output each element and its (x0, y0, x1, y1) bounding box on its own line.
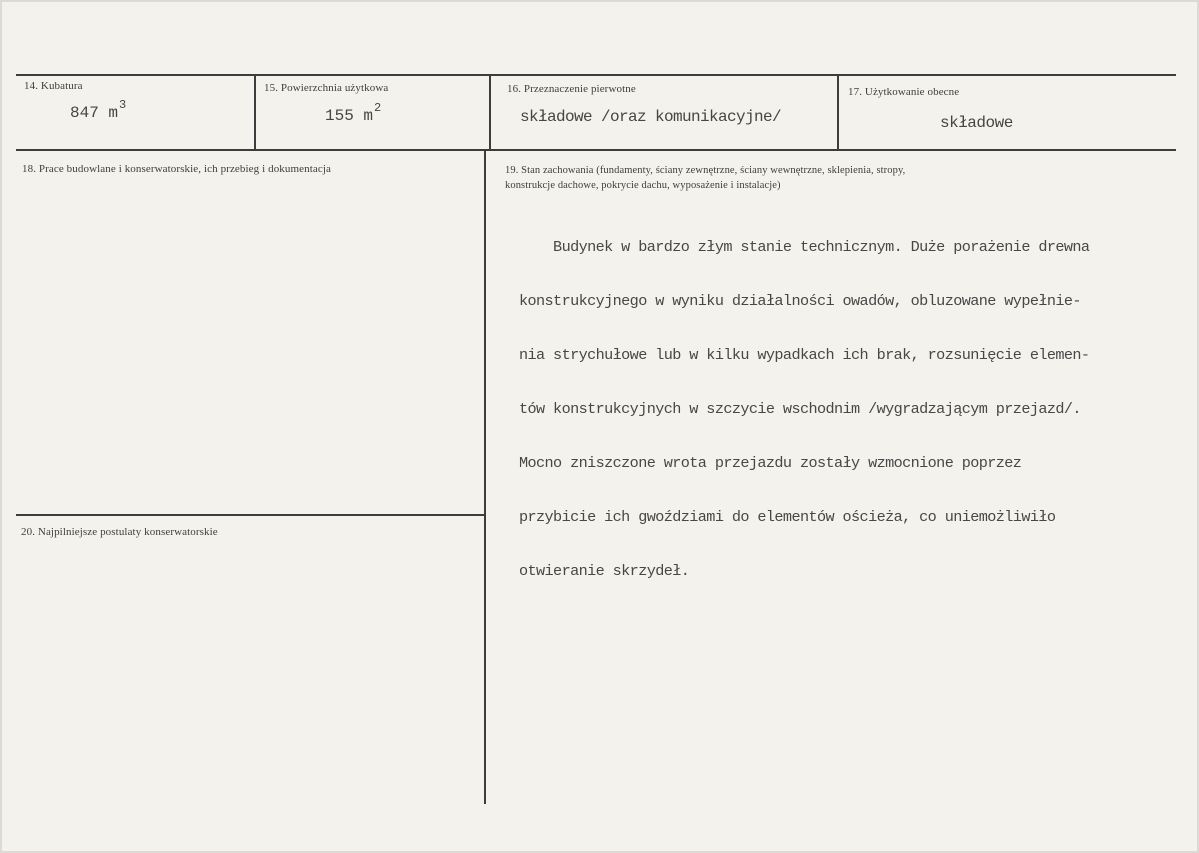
stan-text-line: tów konstrukcyjnych w szczycie wschodnim /wygradzającym przejazd/. (519, 400, 1081, 418)
col-divider-2 (489, 74, 491, 150)
section-divider-left (16, 514, 486, 516)
prace-label: 18. Prace budowlane i konserwatorskie, ich przebieg i dokumentacja (22, 163, 331, 175)
stan-text-line: otwieranie skrzydeł. (519, 562, 690, 580)
uzytkowanie-value: składowe (940, 114, 1013, 132)
przeznaczenie-label: 16. Przeznaczenie pierwotne (507, 83, 636, 95)
col-divider-3 (837, 74, 839, 150)
powierzchnia-superscript: 2 (374, 101, 382, 115)
stan-description (519, 202, 1195, 616)
stan-text-line: nia strychułowe lub w kilku wypadkach ich brak, rozsunięcie elemen- (519, 346, 1090, 364)
col-divider-1 (254, 74, 256, 150)
stan-text-line: przybicie ich gwoździami do elementów ościeża, co uniemożliwiło (519, 508, 1056, 526)
przeznaczenie-value: składowe /oraz komunikacyjne/ (520, 108, 782, 126)
stan-text-line: konstrukcyjnego w wyniku działalności owadów, obluzowane wypełnie- (519, 292, 1081, 310)
stan-text-line: Mocno zniszczone wrota przejazdu zostały wzmocnione poprzez (519, 454, 1022, 472)
powierzchnia-value (325, 101, 382, 125)
main-vertical-divider (484, 150, 486, 804)
powierzchnia-label: 15. Powierzchnia użytkowa (264, 82, 389, 94)
kubatura-number: 847 m (70, 104, 119, 122)
powierzchnia-number: 155 m (325, 107, 374, 125)
row-divider (16, 149, 1176, 151)
kubatura-label: 14. Kubatura (24, 80, 83, 92)
postulaty-label: 20. Najpilniejsze postulaty konserwatorskie (21, 526, 218, 538)
stan-text-line: Budynek w bardzo złym stanie technicznym. Duże porażenie drewna (519, 238, 1090, 256)
uzytkowanie-label: 17. Użytkowanie obecne (848, 86, 960, 98)
stan-label-line1: 19. Stan zachowania (fundamenty, ściany zewnętrzne, ściany wewnętrzne, sklepienia, stropy, (505, 165, 906, 176)
kubatura-superscript: 3 (119, 98, 127, 112)
stan-label-line2: konstrukcje dachowe, pokrycie dachu, wyposażenie i instalacje) (505, 180, 781, 191)
top-rule (16, 74, 1176, 76)
kubatura-value (70, 98, 127, 122)
